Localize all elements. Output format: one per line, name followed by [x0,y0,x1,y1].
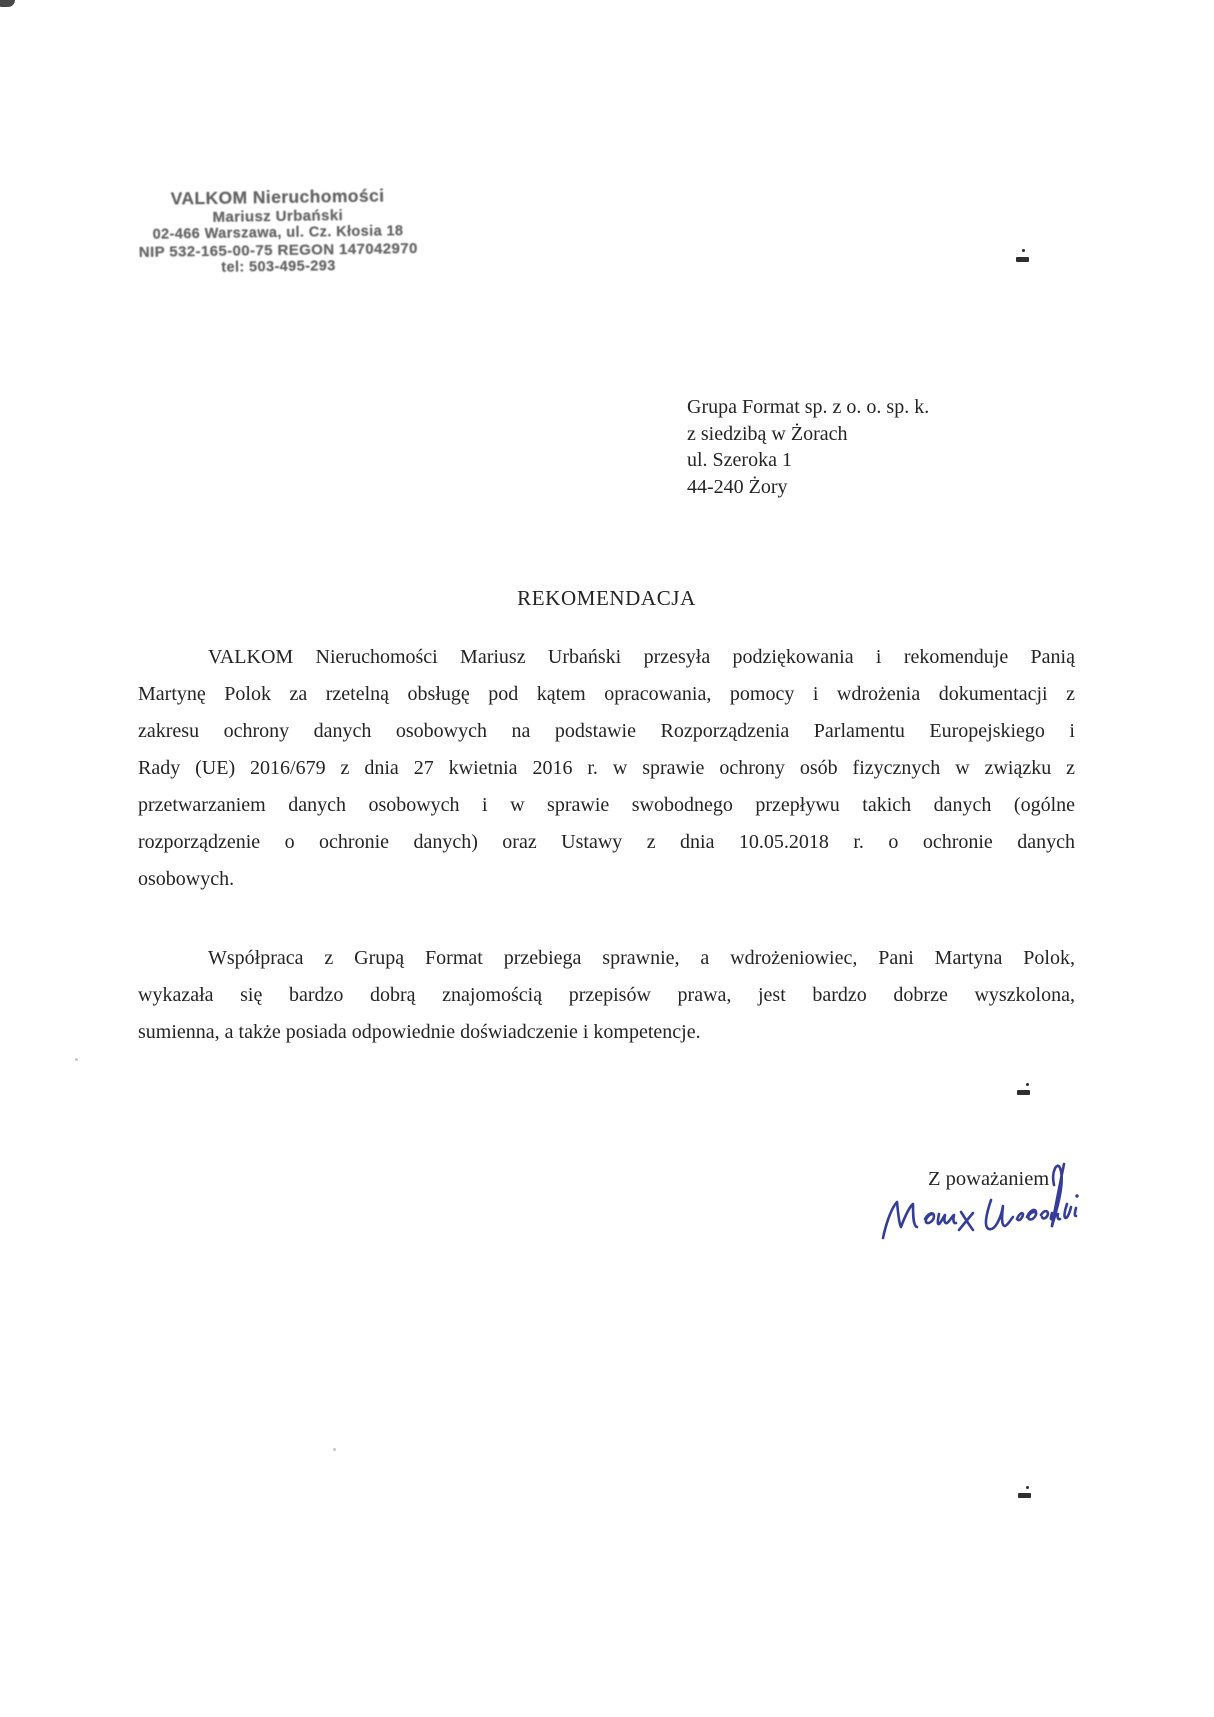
text-line: 02-466 Warszawa, ul. Cz. Kłosia 18 [152,223,404,243]
scan-artifact-dot [1022,249,1025,252]
body-paragraph-2 [138,940,1075,1051]
scan-corner-smudge [0,0,15,7]
text-line: Rady (UE) 2016/679 z dnia 27 kwietnia 2016 r. w sprawie ochrony osób fizycznych w związku z [138,757,1075,779]
recipient-address [687,394,929,500]
valediction: Z poważaniem [928,1168,1050,1190]
text-line: Grupa Format sp. z o. o. sp. k. [687,396,930,418]
scan-artifact-dot [1026,1083,1029,1086]
text-line: z siedzibą w Żorach [687,422,848,445]
scan-artifact-dot [1026,1486,1029,1489]
scan-artifact-dash [1017,1090,1030,1095]
text-line: przetwarzaniem danych osobowych i w sprawie swobodnego przepływu takich danych (ogólne [138,794,1075,816]
text-line: rozporządzenie o ochronie danych) oraz Ustawy z dnia 10.05.2018 r. o ochronie danych [138,831,1075,853]
signature-strokes [883,1164,1079,1238]
text-line: NIP 532-165-00-75 REGON 147042970 [138,240,418,261]
text-line: VALKOM Nieruchomości Mariusz Urbański przesyła podziękowania i rekomenduje Panią [208,646,1075,668]
text-line: Martynę Polok za rzetelną obsługę pod kątem opracowania, pomocy i wdrożenia dokumentacji z [138,683,1075,705]
scan-artifact-dash [1018,1493,1031,1498]
text-line: VALKOM Nieruchomości [170,185,385,209]
handwritten-signature [868,1156,1088,1266]
text-line: osobowych. [138,868,235,890]
scan-speck [75,1058,78,1061]
company-stamp [125,184,430,278]
scan-artifact-dash [1016,257,1029,262]
text-line: sumienna, a także posiada odpowiednie doświadczenie i kompetencje. [138,1021,701,1043]
text-line: tel: 503-495-293 [221,258,336,276]
text-line: wykazała się bardzo dobrą znajomością przepisów prawa, jest bardzo dobrze wyszkolona, [138,984,1075,1006]
text-line: ul. Szeroka 1 [687,449,792,471]
scan-speck [333,1448,336,1451]
text-line: Współpraca z Grupą Format przebiega sprawnie, a wdrożeniowiec, Pani Martyna Polok, [208,947,1075,969]
text-line: zakresu ochrony danych osobowych na podstawie Rozporządzenia Parlamentu Europejskiego i [138,720,1075,742]
signature-i-dot [1075,1194,1078,1197]
letter-title: REKOMENDACJA [517,586,696,610]
text-line: 44-240 Żory [687,475,788,498]
text-line: Mariusz Urbański [212,207,344,226]
body-paragraph-1 [138,639,1075,898]
